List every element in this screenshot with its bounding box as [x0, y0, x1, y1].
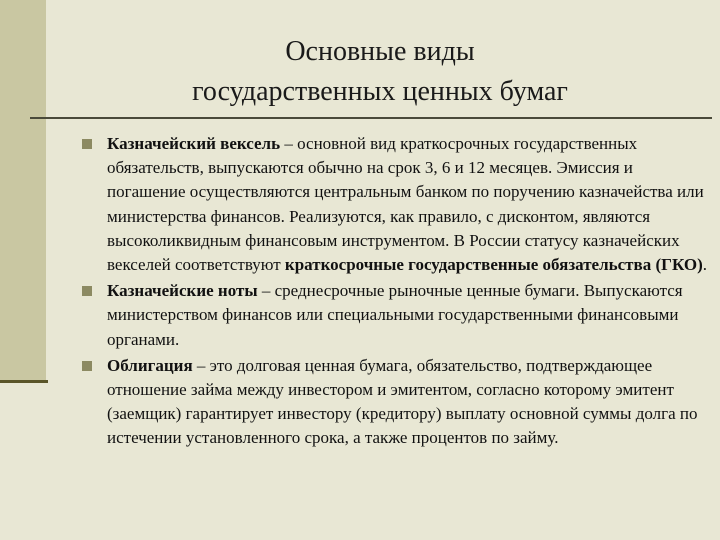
title-divider: [30, 117, 712, 119]
list-item-treasury-bill: [82, 132, 707, 277]
list-item-treasury-notes: [82, 279, 707, 352]
title-line-1: Основные виды: [285, 36, 475, 67]
definition-treasury-bill: – основной вид краткосрочных государственных обязательств, выпускаются обычно на срок 3, 6 и 12 месяцев. Эмиссия и погашение осуществляются центральным банком по поручению казначейства или министерства финансов. Реализуются, как правило, с дисконтом, являются высоколиквидным финансовым инструментом. В России статусу казначейских векселей соответствуют: [107, 134, 704, 275]
term-treasury-bill: Казначейский вексель: [107, 134, 281, 153]
definition-treasury-notes: – среднесрочные рыночные ценные бумаги. Выпускаются министерством финансов или специальными государственными финансовыми органами.: [107, 281, 683, 349]
list-item-bond: [82, 354, 707, 451]
slide-title: [60, 32, 700, 112]
square-bullet-icon: [82, 361, 92, 371]
title-line-2: государственных ценных бумаг: [192, 76, 568, 107]
term-bond: Облигация: [107, 355, 193, 375]
square-bullet-icon: [82, 139, 92, 149]
bullet-list: [82, 132, 707, 453]
left-decorative-bar: [0, 0, 46, 380]
square-bullet-icon: [82, 286, 92, 296]
left-bar-underline: [0, 380, 48, 383]
term-treasury-notes: Казначейские ноты: [107, 281, 258, 301]
term-gko: краткосрочные государственные обязательства (ГКО): [284, 255, 703, 275]
definition-tail: .: [702, 255, 707, 275]
definition-bond: – это долговая ценная бумага, обязательство, подтверждающее отношение займа между инвестором и эмитентом, согласно которому эмитент (заемщик) гарантирует инвестору (кредитору) выплату основной суммы долга по истечении установленного срока, а также процентов по займу.: [107, 355, 698, 448]
